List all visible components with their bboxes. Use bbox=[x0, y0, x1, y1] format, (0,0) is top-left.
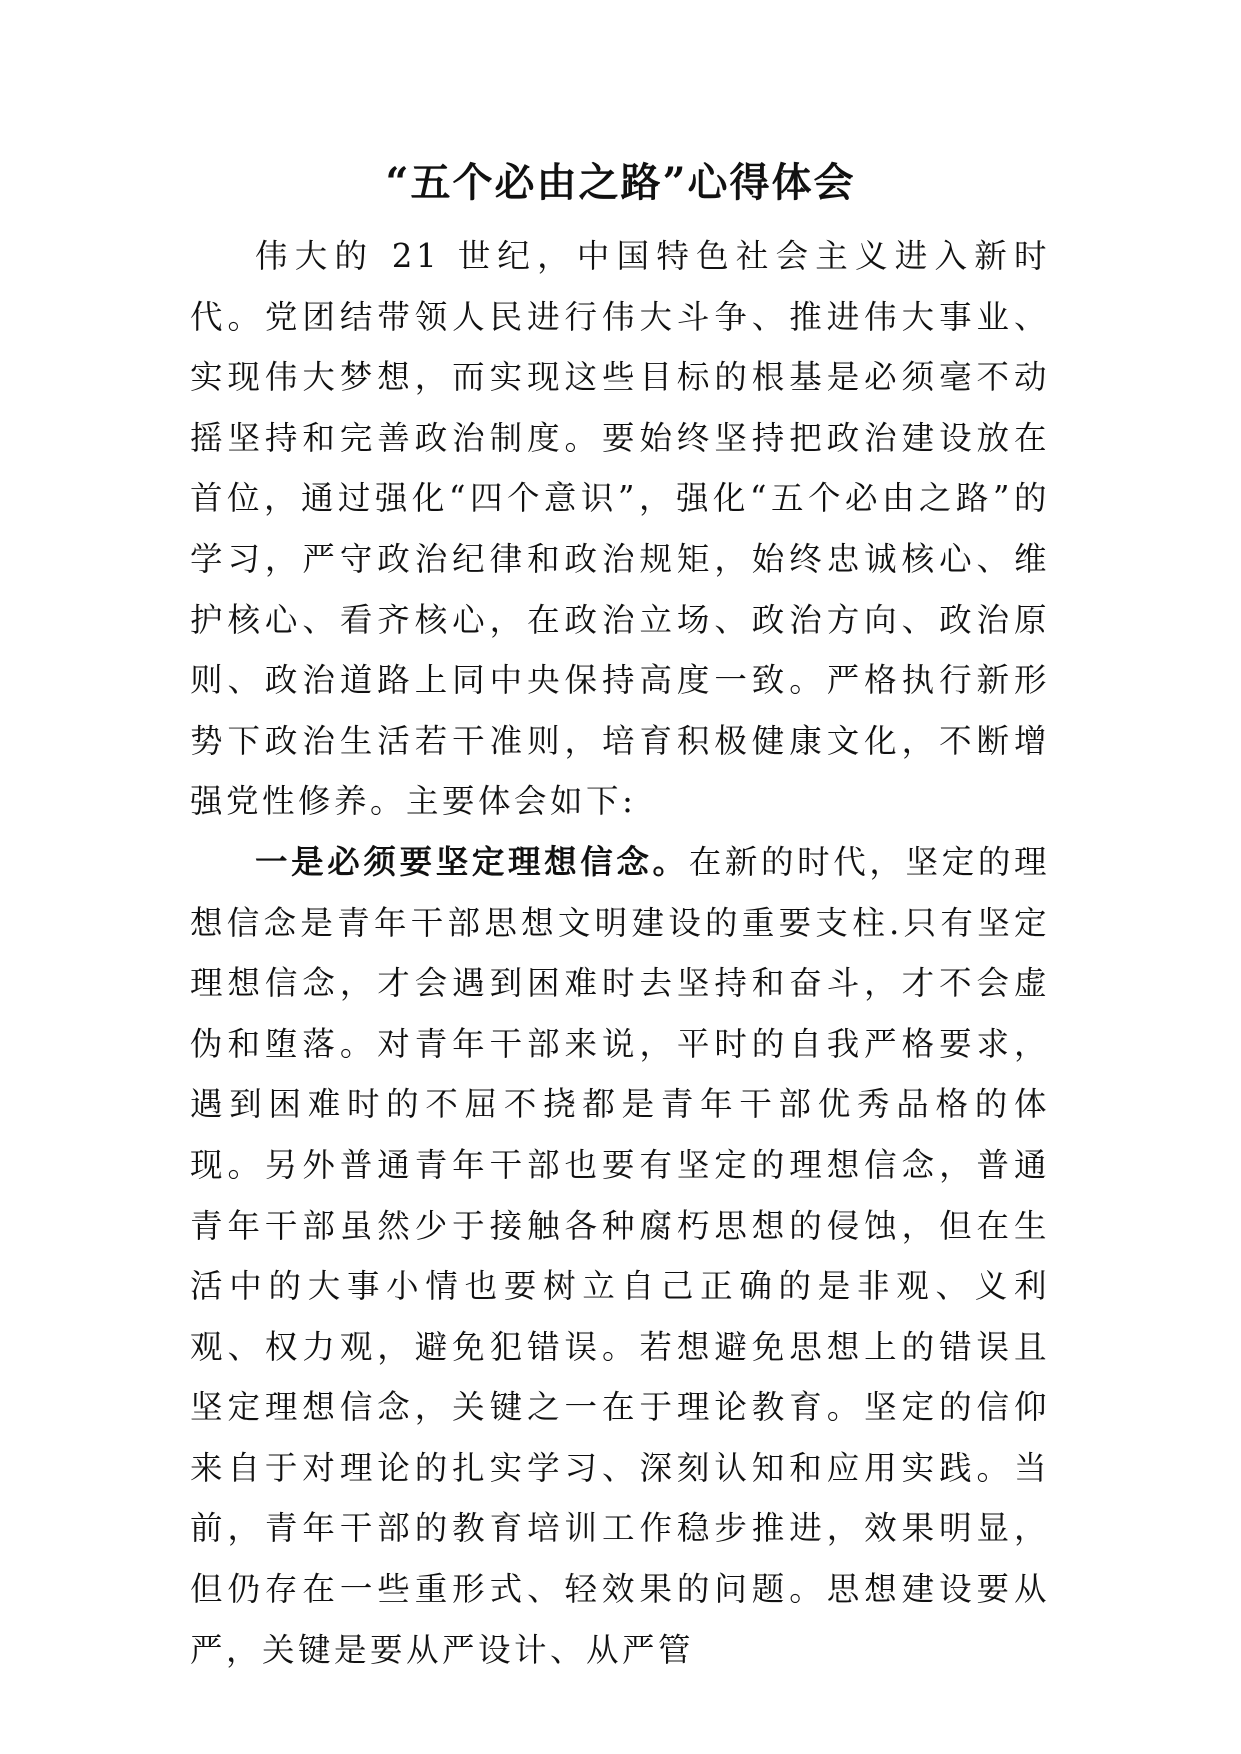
document-title: “五个必由之路”心得体会 bbox=[385, 159, 856, 206]
paragraph-ideals bbox=[190, 832, 1050, 1680]
paragraph-lead-heading: 一是必须要坚定理想信念。 bbox=[255, 841, 689, 881]
paragraph-ideals-body: 在新的时代，坚定的理想信念是青年干部思想文明建设的重要支柱.只有坚定理想信念，才会遇到困难时去坚持和奋斗，才不会虚伪和堕落。对青年干部来说，平时的自我严格要求，遇到困难时的不屈不挠都是青年干部优秀品格的体现。另外普通青年干部也要有坚定的理想信念，普通青年干部虽然少于接触各种腐朽思想的侵蚀，但在生活中的大事小情也要树立自己正确的是非观、义利观、权力观，避免犯错误。若想避免思想上的错误且坚定理想信念，关键之一在于理论教育。坚定的信仰来自于对理论的扎实学习、深刻认知和应用实践。当前，青年干部的教育培训工作稳步推进，效果明显，但仍存在一些重形式、轻效果的问题。思想建设要从严，关键是要从严设计、从严管 bbox=[190, 842, 1050, 1669]
paragraph-intro: 伟大的 21 世纪，中国特色社会主义进入新时代。党团结带领人民进行伟大斗争、推进伟大事业、实现伟大梦想，而实现这些目标的根基是必须毫不动摇坚持和完善政治制度。要始终坚持把政治建设放在首位，通过强化“四个意识”，强化“五个必由之路”的学习，严守政治纪律和政治规矩，始终忠诚核心、维护核心、看齐核心，在政治立场、政治方向、政治原则、政治道路上同中央保持高度一致。严格执行新形势下政治生活若干准则，培育积极健康文化，不断增强党性修养。主要体会如下: bbox=[190, 237, 1050, 821]
document-body bbox=[190, 226, 1050, 1680]
